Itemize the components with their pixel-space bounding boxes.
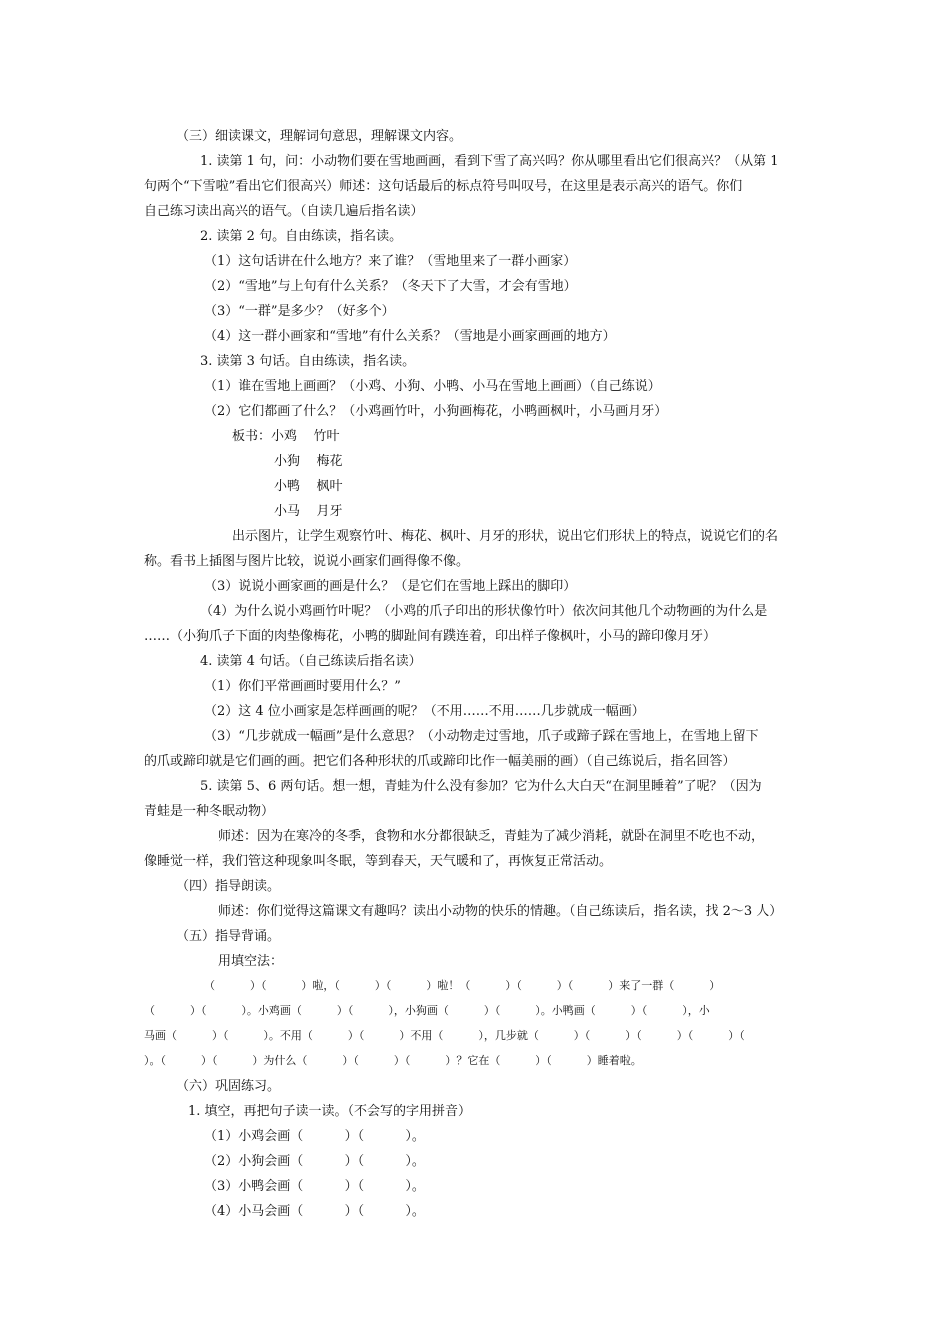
exercise-line: （2）小狗会画（ ）（ ）。 [204,1154,425,1169]
board-writing-line: 板书：小鸡 竹叶 [232,429,340,444]
fill-blank-line: （ ）（ ）。小鸡画（ ）（ ），小狗画（ ）（ ）。小鸭画（ ）（ ），小 [144,1004,710,1017]
paragraph-line: （2）它们都画了什么？（小鸡画竹叶，小狗画梅花，小鸭画枫叶，小马画月牙） [204,404,668,419]
paragraph-line: （3）说说小画家画的画是什么？（是它们在雪地上踩出的脚印） [204,579,577,594]
paragraph-line: 2. 读第 2 句。自由练读，指名读。 [200,229,403,244]
section-3-heading: （三）细读课文，理解词句意思，理解课文内容。 [176,129,463,144]
paragraph-line: （2）这 4 位小画家是怎样画画的呢？（不用……不用……几步就成一幅画） [204,704,645,719]
paragraph-line: （1）谁在雪地上画画？（小鸡、小狗、小鸭、小马在雪地上画画）（自己练说） [204,379,661,394]
paragraph-line: （3）“几步就成一幅画”是什么意思？（小动物走过雪地，爪子或蹄子踩在雪地上，在雪地上留下 [204,729,759,744]
board-writing-line: 小马 月牙 [274,504,343,519]
paragraph-line: （3）“一群”是多少？（好多个） [204,304,395,319]
paragraph-line: 1. 读第 1 句，问：小动物们要在雪地画画，看到下雪了高兴吗？你从哪里看出它们很高兴？（从第 1 [200,154,779,169]
paragraph-line: 师述：因为在寒冷的冬季，食物和水分都很缺乏，青蛙为了减少消耗，就卧在洞里不吃也不动， [218,829,765,844]
paragraph-line: 称。看书上插图与图片比较，说说小画家们画得像不像。 [144,554,470,569]
paragraph-line: （4）这一群小画家和“雪地”有什么关系？（雪地是小画家画画的地方） [204,329,616,344]
paragraph-line: 自己练习读出高兴的语气。（自读几遍后指名读） [144,204,424,219]
paragraph-line: 像睡觉一样，我们管这种现象叫冬眠，等到春天，天气暖和了，再恢复正常活动。 [144,854,613,869]
paragraph-line: （4）为什么说小鸡画竹叶呢？（小鸡的爪子印出的形状像竹叶）依次问其他几个动物画的为什么是 [200,604,768,619]
paragraph-line: 出示图片，让学生观察竹叶、梅花、枫叶、月牙的形状，说出它们形状上的特点，说说它们的名 [232,529,779,544]
paragraph-line: 1. 填空，再把句子读一读。（不会写的字用拼音） [188,1104,472,1119]
section-5-heading: （五）指导背诵。 [176,929,281,944]
paragraph-line: 青蛙是一种冬眠动物） [144,804,275,819]
exercise-line: （3）小鸭会画（ ）（ ）。 [204,1179,425,1194]
paragraph-line: （2）“雪地”与上句有什么关系？（冬天下了大雪，才会有雪地） [204,279,577,294]
paragraph-line: 的爪或蹄印就是它们画的画。把它们各种形状的爪或蹄印比作一幅美丽的画）（自己练说后，指名回答） [144,754,736,769]
fill-blank-line: ）。（ ）（ ）为什么（ ）（ ）（ ）？它在（ ）（ ）睡着啦。 [144,1054,642,1067]
section-6-heading: （六）巩固练习。 [176,1079,281,1094]
board-writing-line: 小狗 梅花 [274,454,343,469]
paragraph-line: 5. 读第 5、6 两句话。想一想，青蛙为什么没有参加？它为什么大白天“在洞里睡着”了呢？（因为 [200,779,762,794]
exercise-line: （4）小马会画（ ）（ ）。 [204,1204,425,1219]
paragraph-line: 句两个“下雪啦”看出它们很高兴）师述：这句话最后的标点符号叫叹号，在这里是表示高兴的语气。你们 [144,179,743,194]
paragraph-line: 3. 读第 3 句话。自由练读，指名读。 [200,354,416,369]
paragraph-line: （1）你们平常画画时要用什么？” [204,679,401,694]
paragraph-line: ……（小狗爪子下面的肉垫像梅花，小鸭的脚趾间有蹼连着，印出样子像枫叶，小马的蹄印像月牙） [144,629,717,644]
paragraph-line: （1）这句话讲在什么地方？来了谁？（雪地里来了一群小画家） [204,254,577,269]
section-4-heading: （四）指导朗读。 [176,879,281,894]
paragraph-line: 用填空法： [218,954,284,969]
paragraph-line: 4. 读第 4 句话。（自己练读后指名读） [200,654,422,669]
fill-blank-line: （ ）（ ）啦，（ ）（ ）啦！（ ）（ ）（ ）来了一群（ ） [204,979,721,992]
fill-blank-line: 马画（ ）（ ）。不用（ ）（ ）不用（ ），几步就（ ）（ ）（ ）（ ）（ [144,1029,745,1042]
paragraph-line: 师述：你们觉得这篇课文有趣吗？读出小动物的快乐的情趣。（自己练读后，指名读，找 2～3 人） [218,904,783,919]
board-writing-line: 小鸭 枫叶 [274,479,343,494]
exercise-line: （1）小鸡会画（ ）（ ）。 [204,1129,425,1144]
